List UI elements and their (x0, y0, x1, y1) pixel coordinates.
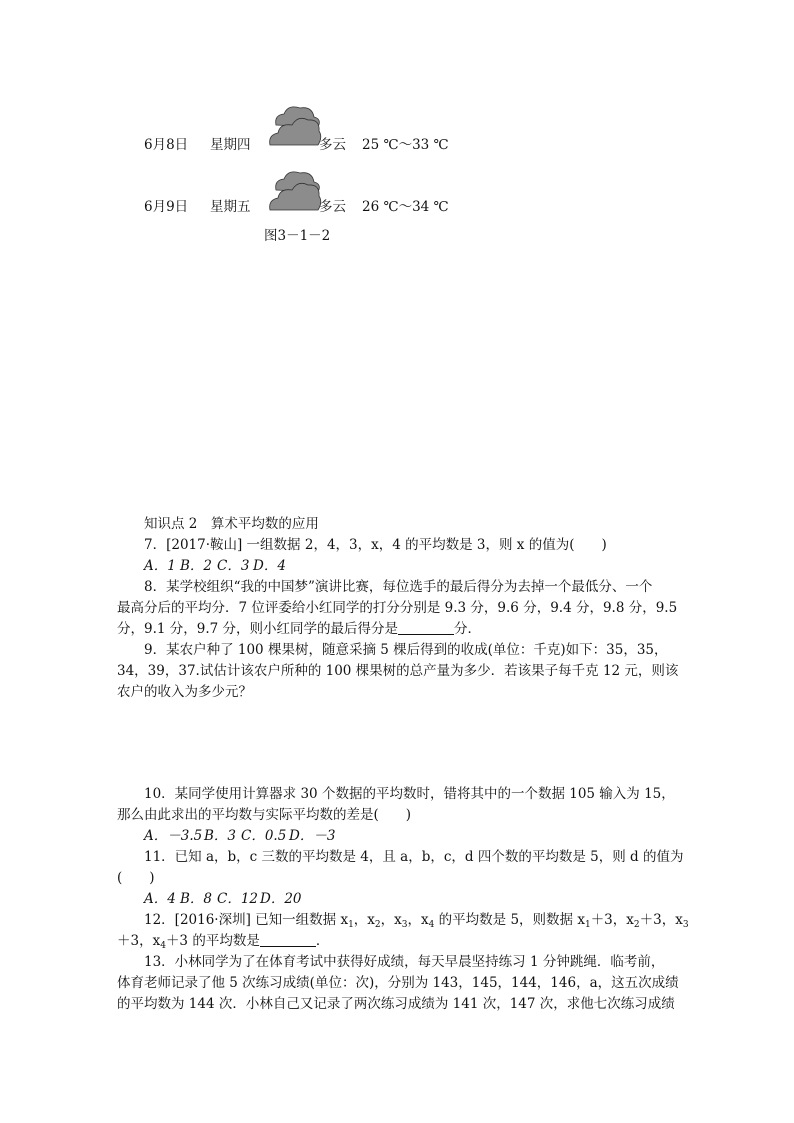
q7-option-c: C．3 (217, 558, 250, 574)
weather-condition-1: 多云 (319, 137, 346, 153)
q11-line-1: 11．已知 a，b，c 三数的平均数是 4，且 a，b，c，d 四个数的平均数是 5，则 d 的值为 (144, 849, 684, 865)
weather-date-2: 6月9日 (144, 199, 189, 215)
weather-condition-2: 多云 (319, 199, 346, 215)
q9-line-2: 34，39，37.试估计该农户所种的 100 棵果树的总产量为多少．若该果子每千克 12 元，则该 (117, 663, 679, 679)
weather-weekday-1: 星期四 (210, 137, 251, 153)
answer-blank (398, 620, 454, 635)
q7-option-b: B．2 (180, 558, 213, 574)
q11-option-a: A．4 (144, 891, 176, 907)
q13-line-3: 的平均数为 144 次．小林自己又记录了两次练习成绩为 141 次，147 次，求他七次练习成绩 (117, 996, 675, 1012)
weather-temp-1: 25 ℃～33 ℃ (362, 137, 449, 153)
answer-blank (260, 932, 316, 947)
q11-option-c: C．12 (217, 891, 259, 907)
cloudy-icon (268, 168, 322, 213)
weather-date-1: 6月8日 (144, 137, 189, 153)
q10-option-b: B．3 (204, 828, 237, 844)
q7-option-d: D．4 (253, 558, 286, 574)
weather-weekday-2: 星期五 (210, 199, 251, 215)
q8-line-3: 分，9.1 分，9.7 分，则小红同学的最后得分是 分． (117, 621, 482, 637)
q13-line-2: 体育老师记录了他 5 次练习成绩(单位：次)，分别为 143，145，144，146，a，这五次成绩 (117, 975, 679, 991)
q8-line-1: 8．某学校组织“我的中国梦”演讲比赛，每位选手的最后得分为去掉一个最低分、一个 (144, 579, 653, 595)
q10-option-c: C．0.5 (241, 828, 287, 844)
q12-line-1: 12．[2016·深圳] 已知一组数据 $x_1$，$x_2$，$x_3$，$x_4$ 的平均数是 5，则数据 $x_1+3$，$x_2+3$，$x_3$ (144, 912, 689, 930)
cloudy-icon (268, 103, 322, 148)
q10-option-a: A．－3.5 (144, 828, 203, 844)
q7-stem: 7．[2017·鞍山] 一组数据 2，4，3，x，4 的平均数是 3，则 x 的值为( ) (144, 537, 607, 553)
q9-line-1: 9．某农户种了 100 棵果树，随意采摘 5 棵后得到的收成(单位：千克)如下：35，35， (144, 642, 668, 658)
figure-caption: 图3－1－2 (264, 228, 331, 244)
q10-option-d: D．－3 (289, 828, 336, 844)
q8-line-2: 最高分后的平均分．7 位评委给小红同学的打分分别是 9.3 分，9.6 分，9.4 分，9.8 分，9.5 (117, 600, 678, 616)
q10-line-1: 10．某同学使用计算器求 30 个数据的平均数时，错将其中的一个数据 105 输入为 15， (144, 786, 675, 802)
q10-line-2: 那么由此求出的平均数与实际平均数的差是( ) (117, 807, 412, 823)
q12-line-2: ＋3，$x_4+3$ 的平均数是 ． (117, 933, 330, 951)
q11-option-b: B．8 (180, 891, 213, 907)
q13-line-1: 13．小林同学为了在体育考试中获得好成绩，每天早晨坚持练习 1 分钟跳绳．临考前， (144, 954, 665, 970)
q7-option-a: A．1 (144, 558, 176, 574)
section-heading: 知识点 2 算术平均数的应用 (144, 516, 319, 532)
q11-line-2: ( ) (117, 870, 155, 886)
q11-option-d: D．20 (260, 891, 302, 907)
weather-temp-2: 26 ℃～34 ℃ (362, 199, 449, 215)
q9-line-3: 农户的收入为多少元？ (117, 684, 252, 700)
